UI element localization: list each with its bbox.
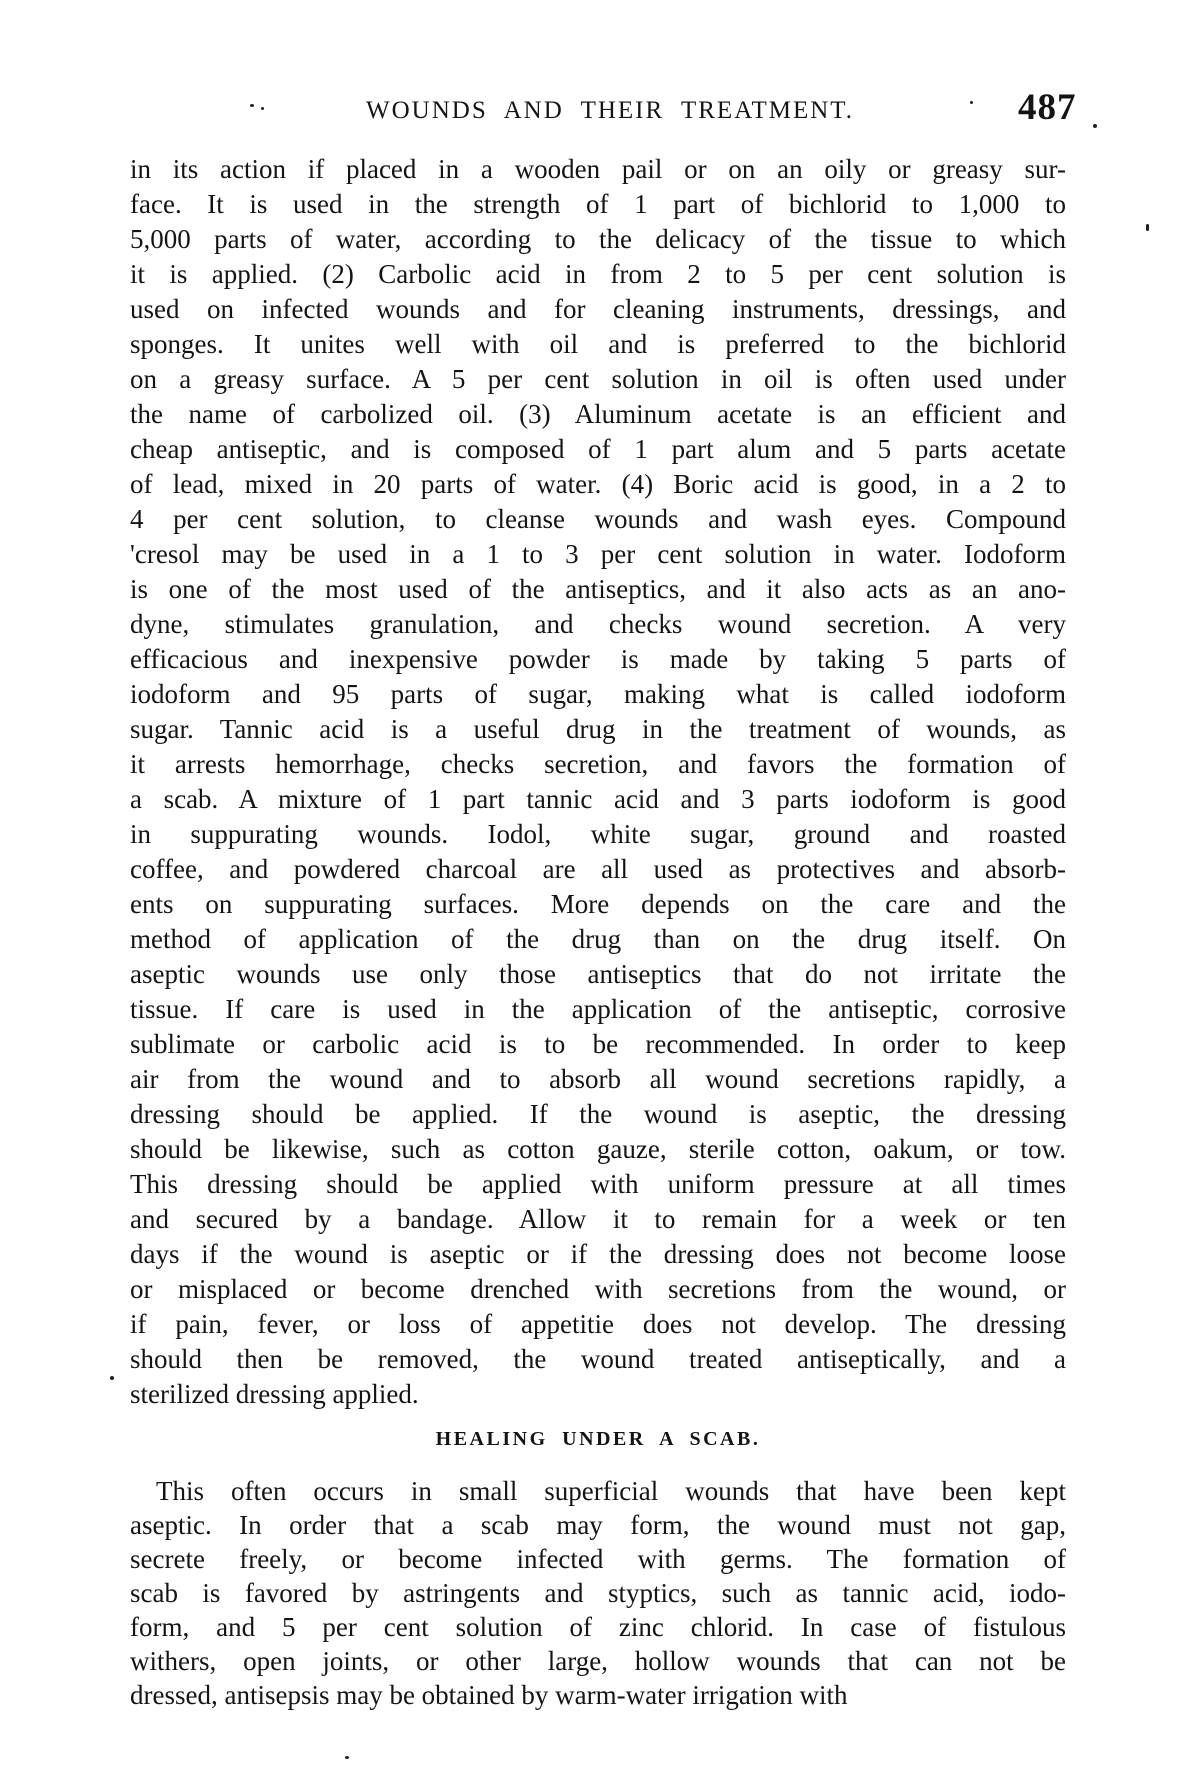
text-line: is one of the most used of the antiseptics, and it also acts as an ano- — [130, 574, 1066, 604]
text-line: or misplaced or become drenched with secretions from the wound, or — [130, 1274, 1066, 1304]
text-line: dressed, antisepsis may be obtained by warm-water irrigation with — [130, 1680, 848, 1710]
text-line: secrete freely, or become infected with germs. The formation of — [130, 1544, 1066, 1574]
text-line: scab is favored by astringents and styptics, such as tannic acid, iodo- — [130, 1578, 1066, 1608]
text-line: efficacious and inexpensive powder is made by taking 5 parts of — [130, 644, 1066, 674]
text-line: face. It is used in the strength of 1 part of bichlorid to 1,000 to — [130, 189, 1066, 219]
text-line: iodoform and 95 parts of sugar, making what is called iodoform — [130, 679, 1066, 709]
text-line: air from the wound and to absorb all wound secretions rapidly, a — [130, 1064, 1066, 1094]
text-line: used on infected wounds and for cleaning instruments, dressings, and — [130, 294, 1066, 324]
running-title: WOUNDS AND THEIR TREATMENT. — [366, 97, 854, 124]
scan-speck — [345, 1756, 349, 1759]
text-line: in suppurating wounds. Iodol, white sugar, ground and roasted — [130, 819, 1066, 849]
text-line: days if the wound is aseptic or if the dressing does not become loose — [130, 1239, 1066, 1269]
scan-speck — [1146, 224, 1149, 231]
text-line: 'cresol may be used in a 1 to 3 per cent solution in water. Iodoform — [130, 539, 1066, 569]
text-line: it is applied. (2) Carbolic acid in from 2 to 5 per cent solution is — [130, 259, 1066, 289]
text-line: on a greasy surface. A 5 per cent solution in oil is often used under — [130, 364, 1066, 394]
text-line: aseptic wounds use only those antiseptics that do not irritate the — [130, 959, 1066, 989]
paragraph-antiseptics-continued — [130, 152, 1066, 1412]
text-line: tissue. If care is used in the application of the antiseptic, corrosive — [130, 994, 1066, 1024]
text-line: sponges. It unites well with oil and is preferred to the bichlorid — [130, 329, 1066, 359]
text-line: This often occurs in small superficial wounds that have been kept — [156, 1476, 1066, 1506]
text-line: in its action if placed in a wooden pail or on an oily or greasy sur- — [130, 154, 1066, 184]
text-line: coffee, and powdered charcoal are all used as protectives and absorb- — [130, 854, 1066, 884]
text-line: sugar. Tannic acid is a useful drug in the treatment of wounds, as — [130, 714, 1066, 744]
text-line: 4 per cent solution, to cleanse wounds and wash eyes. Compound — [130, 504, 1066, 534]
text-line: it arrests hemorrhage, checks secretion, and favors the formation of — [130, 749, 1066, 779]
text-line: dressing should be applied. If the wound is aseptic, the dressing — [130, 1099, 1066, 1129]
text-line: and secured by a bandage. Allow it to remain for a week or ten — [130, 1204, 1066, 1234]
text-line: 5,000 parts of water, according to the delicacy of the tissue to which — [130, 224, 1066, 254]
text-line: form, and 5 per cent solution of zinc chlorid. In case of fistulous — [130, 1612, 1066, 1642]
text-line: This dressing should be applied with uniform pressure at all times — [130, 1169, 1066, 1199]
text-line: if pain, fever, or loss of appetitie does not develop. The dressing — [130, 1309, 1066, 1339]
text-block — [130, 152, 1066, 1712]
text-line: method of application of the drug than on the drug itself. On — [130, 924, 1066, 954]
text-line: of lead, mixed in 20 parts of water. (4) Boric acid is good, in a 2 to — [130, 469, 1066, 499]
text-line: cheap antiseptic, and is composed of 1 part alum and 5 parts acetate — [130, 434, 1066, 464]
text-line: should then be removed, the wound treated antiseptically, and a — [130, 1344, 1066, 1374]
text-line: sterilized dressing applied. — [130, 1379, 419, 1409]
section-heading: HEALING UNDER A SCAB. — [435, 1428, 761, 1450]
text-line: ents on suppurating surfaces. More depends on the care and the — [130, 889, 1066, 919]
scan-speck — [110, 1376, 114, 1380]
text-line: withers, open joints, or other large, hollow wounds that can not be — [130, 1646, 1066, 1676]
text-line: should be likewise, such as cotton gauze, sterile cotton, oakum, or tow. — [130, 1134, 1066, 1164]
text-line: the name of carbolized oil. (3) Aluminum acetate is an efficient and — [130, 399, 1066, 429]
text-line: dyne, stimulates granulation, and checks wound secretion. A very — [130, 609, 1066, 639]
text-line: aseptic. In order that a scab may form, the wound must not gap, — [130, 1510, 1066, 1540]
text-line: a scab. A mixture of 1 part tannic acid and 3 parts iodoform is good — [130, 784, 1066, 814]
text-line: sublimate or carbolic acid is to be recommended. In order to keep — [130, 1029, 1066, 1059]
paragraph-healing-under-a-scab — [130, 1474, 1066, 1712]
page-number: 487 — [1018, 87, 1077, 128]
